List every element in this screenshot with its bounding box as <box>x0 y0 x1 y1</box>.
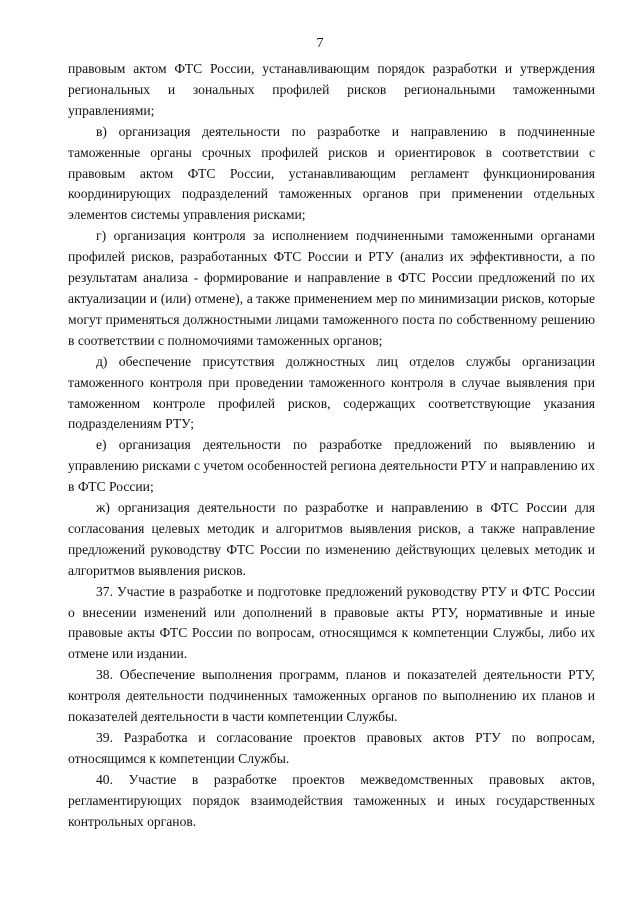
paragraph-continuation: правовым актом ФТС России, устанавливающим порядок разработки и утверждения региональных и зональных профилей рисков региональными таможенными управлениями; <box>68 61 595 118</box>
paragraph-40: 40. Участие в разработке проектов межведомственных правовых актов, регламентирующих порядок взаимодействия таможенных и иных государственных контрольных органов. <box>68 771 595 829</box>
paragraph-item-e: е) организация деятельности по разработке предложений по выявлению и управлению рисками с учетом особенностей региона деятельности РТУ и направлению их в ФТС России; <box>68 437 595 495</box>
paragraph-39: 39. Разработка и согласование проектов правовых актов РТУ по вопросам, относящимся к компетенции Службы. <box>68 730 595 766</box>
page-number: 7 <box>316 36 324 51</box>
paragraph-37: 37. Участие в разработке и подготовке предложений руководству РТУ и ФТС России о внесении изменений или дополнений в правовые акты РТУ, нормативные и иные правовые акты ФТС России по вопросам, относящимся к компетенции Службы, либо их отмене или издании. <box>68 583 595 662</box>
paragraph-item-d: д) обеспечение присутствия должностных лиц отделов службы организации таможенного контроля при проведении таможенного контроля в случае выявления при таможенном контроле профилей рисков, содержащих соответствующие указания подразделениям РТУ; <box>68 353 595 432</box>
paragraph-item-v: в) организация деятельности по разработке и направлению в подчиненные таможенные органы срочных профилей рисков и ориентировок в соответствии с правовым актом ФТС России, устанавливающим регламент функционирования координирующих подразделений таможенных органов при применении отдельных элементов системы управления рисками; <box>68 123 595 223</box>
paragraph-item-g: г) организация контроля за исполнением подчиненными таможенными органами профилей рисков, разработанных ФТС России и РТУ (анализ их эффективности, а по результатам анализа - формирование и направление в ФТС России предложений по их актуализации и (или) отмене), а также применением мер по минимизации рисков, которые могут применяться должностными лицами таможенного поста по собственному решению в соответствии с полномочиями таможенных органов; <box>68 228 595 348</box>
paragraph-item-zh: ж) организация деятельности по разработке и направлению в ФТС России для согласования целевых методик и алгоритмов выявления рисков, а также направление предложений руководству ФТС России по изменению действующих целевых методик и алгоритмов выявления рисков. <box>68 500 595 578</box>
document-body <box>68 59 595 833</box>
paragraph-38: 38. Обеспечение выполнения программ, планов и показателей деятельности РТУ, контроля деятельности подчиненных таможенных органов по выполнению их планов и показателей деятельности в части компетенции Службы. <box>68 667 595 725</box>
